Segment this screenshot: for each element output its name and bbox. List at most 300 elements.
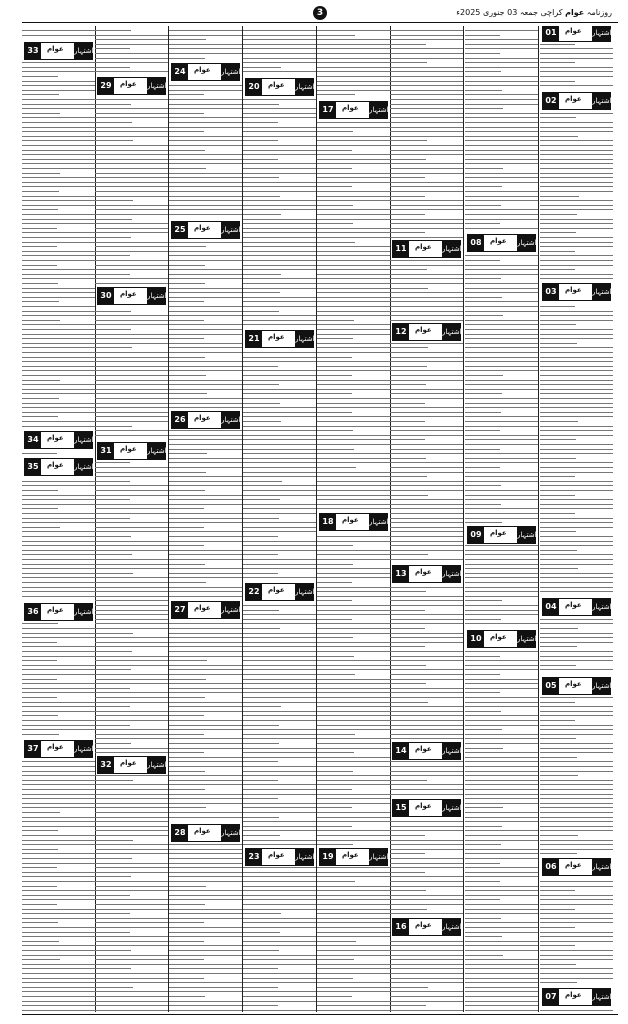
text-line	[540, 968, 613, 969]
text-line	[169, 136, 242, 137]
text-line	[95, 614, 168, 615]
text-line	[465, 412, 501, 413]
text-line	[390, 472, 463, 473]
text-line	[22, 656, 95, 657]
text-line	[95, 177, 168, 178]
text-line	[169, 472, 206, 473]
text-line	[390, 495, 428, 496]
text-line	[243, 656, 316, 657]
text-line	[540, 393, 613, 394]
text-line	[540, 545, 613, 546]
text-line	[95, 426, 132, 427]
notice-logo-icon: اشتہار	[221, 825, 239, 841]
text-line	[169, 780, 242, 781]
text-line	[465, 94, 538, 95]
text-line	[243, 260, 316, 261]
text-line	[22, 186, 95, 187]
text-line	[243, 458, 316, 459]
text-line	[22, 191, 59, 192]
text-line	[465, 518, 538, 519]
text-line	[22, 274, 95, 275]
text-line	[243, 729, 316, 730]
text-line	[390, 835, 425, 836]
text-line	[540, 278, 613, 279]
text-line	[390, 67, 463, 68]
notice-number: 08	[468, 235, 484, 251]
text-line	[169, 858, 242, 859]
text-line	[169, 301, 204, 302]
text-line	[390, 237, 463, 238]
text-line	[169, 688, 242, 689]
text-line	[317, 439, 390, 440]
text-line	[95, 150, 168, 151]
text-line	[22, 352, 95, 353]
text-line	[317, 228, 390, 229]
text-line	[169, 343, 242, 344]
text-line	[317, 48, 390, 49]
text-line	[390, 108, 463, 109]
text-line	[540, 1010, 613, 1011]
text-line	[390, 844, 463, 845]
text-line	[22, 177, 95, 178]
text-line	[95, 656, 168, 657]
text-line	[169, 513, 242, 514]
text-line	[540, 173, 613, 174]
text-line	[243, 292, 280, 293]
text-line	[169, 798, 242, 799]
text-line	[465, 196, 538, 197]
text-line	[317, 936, 390, 937]
text-line	[540, 186, 613, 187]
text-line	[169, 274, 242, 275]
text-line	[22, 122, 95, 123]
text-line	[465, 794, 538, 795]
text-line	[390, 504, 463, 505]
text-line	[317, 352, 390, 353]
text-line	[95, 472, 168, 473]
text-line	[22, 669, 95, 670]
text-line	[317, 840, 390, 841]
text-line	[317, 338, 353, 339]
text-line	[390, 554, 428, 555]
text-line	[22, 725, 95, 726]
text-line	[317, 219, 390, 220]
text-line	[95, 651, 132, 652]
text-line	[95, 242, 168, 243]
text-line	[390, 945, 463, 946]
text-line	[95, 628, 168, 629]
text-line	[540, 807, 613, 808]
text-line	[169, 209, 242, 210]
header-rule	[22, 22, 618, 23]
text-line	[95, 642, 168, 643]
text-line	[540, 899, 613, 900]
text-line	[22, 775, 95, 776]
text-line	[540, 421, 578, 422]
text-line	[465, 623, 538, 624]
text-line	[540, 435, 613, 436]
text-line	[243, 798, 278, 799]
notice-number: 33	[25, 43, 41, 59]
text-line	[243, 927, 316, 928]
text-line	[22, 982, 95, 983]
text-line	[95, 729, 168, 730]
text-line	[540, 541, 613, 542]
text-line	[465, 458, 538, 459]
text-line	[540, 587, 613, 588]
text-line	[540, 821, 613, 822]
news-column	[243, 26, 316, 1012]
text-line	[317, 283, 390, 284]
text-line	[390, 389, 463, 390]
text-line	[390, 1010, 463, 1011]
text-line	[317, 821, 390, 822]
text-line	[317, 872, 390, 873]
text-line	[95, 826, 168, 827]
text-line	[390, 430, 463, 431]
text-line	[243, 895, 316, 896]
text-line	[95, 968, 131, 969]
text-line	[22, 288, 95, 289]
text-line	[540, 706, 613, 707]
text-line	[317, 71, 390, 72]
text-line	[540, 789, 613, 790]
text-line	[317, 499, 390, 500]
text-line	[169, 403, 242, 404]
notice-header	[542, 26, 611, 42]
text-line	[390, 260, 463, 261]
notice-brand-label: عوام	[47, 606, 64, 614]
text-line	[243, 113, 316, 114]
text-line	[317, 909, 390, 910]
text-line	[22, 94, 59, 95]
text-line	[22, 761, 95, 762]
text-line	[390, 76, 463, 77]
notice-number: 13	[393, 566, 409, 582]
text-line	[540, 481, 613, 482]
text-line	[540, 794, 613, 795]
text-line	[169, 587, 242, 588]
text-line	[390, 53, 463, 54]
text-line	[22, 697, 57, 698]
text-line	[317, 191, 390, 192]
text-line	[169, 462, 242, 463]
text-line	[540, 527, 613, 528]
notice-logo-icon: اشتہار	[442, 566, 460, 582]
text-line	[465, 384, 538, 385]
text-line	[390, 140, 427, 141]
text-line	[22, 127, 95, 128]
text-line	[95, 30, 131, 31]
text-line	[540, 246, 613, 247]
notice-number: 31	[98, 443, 114, 459]
text-line	[317, 485, 390, 486]
text-line	[95, 821, 168, 822]
text-line	[540, 702, 575, 703]
text-line	[317, 44, 390, 45]
text-line	[243, 872, 316, 873]
notice-brand-label: عوام	[120, 80, 137, 88]
text-line	[317, 674, 355, 675]
text-line	[22, 90, 95, 91]
text-line	[22, 30, 95, 31]
text-line	[243, 205, 316, 206]
text-line	[317, 58, 390, 59]
text-line	[540, 191, 613, 192]
text-line	[243, 62, 316, 63]
notice-header	[171, 601, 240, 619]
text-line	[95, 361, 168, 362]
text-line	[390, 771, 463, 772]
text-line	[465, 343, 538, 344]
notice-logo-icon: اشتہار	[442, 919, 460, 935]
text-line	[22, 941, 59, 942]
text-line	[390, 955, 463, 956]
notice-logo-icon: اشتہار	[369, 849, 387, 865]
text-line	[95, 605, 168, 606]
text-line	[390, 1001, 463, 1002]
text-line	[317, 922, 390, 923]
text-line	[243, 821, 316, 822]
text-line	[95, 131, 168, 132]
text-line	[465, 904, 538, 905]
text-line	[465, 145, 538, 146]
text-line	[465, 619, 501, 620]
text-line	[540, 274, 613, 275]
text-line	[465, 766, 538, 767]
text-line	[540, 725, 613, 726]
text-line	[169, 269, 242, 270]
text-line	[169, 784, 242, 785]
text-line	[390, 697, 463, 698]
text-line	[169, 398, 242, 399]
text-line	[95, 329, 131, 330]
brand-name: عوام	[565, 8, 585, 17]
text-line	[390, 913, 463, 914]
text-line	[22, 835, 95, 836]
text-line	[22, 904, 57, 905]
text-line	[540, 982, 577, 983]
text-line	[540, 973, 613, 974]
text-line	[465, 117, 538, 118]
text-line	[169, 789, 205, 790]
text-line	[243, 297, 316, 298]
text-line	[95, 665, 168, 666]
text-line	[243, 324, 316, 325]
text-line	[390, 780, 427, 781]
text-line	[390, 421, 425, 422]
text-line	[95, 196, 168, 197]
text-line	[22, 582, 95, 583]
text-line	[465, 499, 538, 500]
text-line	[317, 835, 390, 836]
notice-brand-label: عوام	[342, 851, 359, 859]
text-line	[540, 665, 576, 666]
text-line	[317, 398, 390, 399]
text-line	[390, 541, 463, 542]
text-line	[22, 996, 95, 997]
text-line	[95, 738, 168, 739]
text-line	[95, 324, 168, 325]
text-line	[390, 968, 463, 969]
text-line	[95, 366, 168, 367]
text-line	[540, 265, 613, 266]
text-line	[390, 766, 463, 767]
text-line	[465, 932, 538, 933]
text-line	[243, 752, 316, 753]
notice-number: 23	[246, 849, 262, 865]
text-line	[317, 826, 352, 827]
text-line	[95, 554, 132, 555]
text-line	[317, 964, 390, 965]
text-line	[465, 191, 538, 192]
text-line	[95, 260, 168, 261]
text-line	[95, 513, 168, 514]
text-line	[22, 890, 95, 891]
text-line	[22, 104, 95, 105]
text-line	[390, 633, 463, 634]
text-line	[540, 927, 575, 928]
text-line	[390, 416, 463, 417]
notice-logo-icon: اشتہار	[147, 757, 165, 773]
text-line	[317, 145, 390, 146]
text-line	[317, 375, 352, 376]
text-line	[465, 81, 538, 82]
text-line	[243, 186, 316, 187]
text-line	[22, 393, 95, 394]
text-line	[169, 775, 242, 776]
text-line	[540, 352, 613, 353]
notice-logo-icon: اشتہار	[295, 584, 313, 600]
text-line	[243, 209, 316, 210]
text-line	[22, 729, 95, 730]
text-line	[317, 265, 390, 266]
text-line	[169, 430, 242, 431]
text-line	[540, 412, 613, 413]
text-line	[317, 633, 390, 634]
text-line	[390, 131, 463, 132]
text-line	[390, 536, 463, 537]
text-line	[317, 587, 390, 588]
text-line	[169, 352, 242, 353]
text-line	[169, 715, 204, 716]
text-line	[465, 67, 538, 68]
text-line	[465, 817, 538, 818]
text-line	[22, 826, 95, 827]
text-line	[390, 173, 463, 174]
text-line	[317, 508, 390, 509]
text-line	[22, 918, 95, 919]
text-line	[465, 90, 502, 91]
text-line	[22, 913, 95, 914]
text-line	[465, 987, 538, 988]
text-line	[22, 789, 95, 790]
text-line	[95, 913, 130, 914]
text-line	[317, 81, 390, 82]
text-line	[243, 913, 281, 914]
text-line	[22, 159, 95, 160]
text-line	[390, 876, 463, 877]
text-line	[169, 646, 242, 647]
text-line	[22, 297, 95, 298]
notice-number: 25	[172, 222, 188, 238]
text-line	[22, 232, 95, 233]
text-line	[390, 288, 428, 289]
text-line	[169, 991, 242, 992]
text-line	[540, 458, 576, 459]
text-line	[465, 564, 538, 565]
text-line	[243, 909, 316, 910]
text-line	[95, 784, 168, 785]
text-line	[390, 881, 463, 882]
text-line	[169, 674, 242, 675]
text-line	[169, 725, 242, 726]
text-line	[540, 775, 578, 776]
text-line	[465, 407, 538, 408]
text-line	[540, 439, 576, 440]
text-line	[317, 1010, 390, 1011]
text-line	[317, 389, 390, 390]
text-line	[95, 163, 168, 164]
text-line	[317, 490, 390, 491]
text-line	[22, 817, 95, 818]
text-line	[243, 163, 316, 164]
text-line	[243, 826, 316, 827]
text-line	[95, 550, 168, 551]
text-line	[169, 863, 242, 864]
text-line	[22, 927, 95, 928]
text-line	[540, 743, 613, 744]
text-line	[317, 927, 390, 928]
text-line	[243, 370, 316, 371]
text-line	[95, 228, 168, 229]
text-line	[243, 127, 316, 128]
text-line	[540, 697, 613, 698]
text-line	[390, 449, 463, 450]
text-line	[317, 605, 390, 606]
text-line	[22, 683, 95, 684]
notice-brand-label: عوام	[120, 290, 137, 298]
text-line	[243, 99, 316, 100]
notice-header	[245, 848, 314, 866]
text-line	[169, 987, 242, 988]
text-line	[465, 127, 538, 128]
news-column	[22, 26, 95, 1012]
text-line	[390, 550, 463, 551]
text-line	[95, 982, 168, 983]
text-line	[317, 159, 390, 160]
text-line	[317, 702, 390, 703]
text-line	[169, 458, 242, 459]
text-line	[390, 619, 463, 620]
text-line	[95, 536, 131, 537]
text-line	[317, 421, 390, 422]
text-line	[540, 113, 613, 114]
text-line	[243, 890, 316, 891]
text-line	[22, 384, 95, 385]
text-line	[390, 343, 463, 344]
text-line	[243, 679, 316, 680]
notice-brand-label: عوام	[342, 516, 359, 524]
text-line	[169, 490, 205, 491]
text-line	[317, 246, 390, 247]
text-line	[317, 242, 355, 243]
text-line	[465, 260, 500, 261]
text-line	[390, 292, 463, 293]
text-line	[390, 219, 463, 220]
text-line	[317, 890, 390, 891]
text-line	[95, 591, 168, 592]
